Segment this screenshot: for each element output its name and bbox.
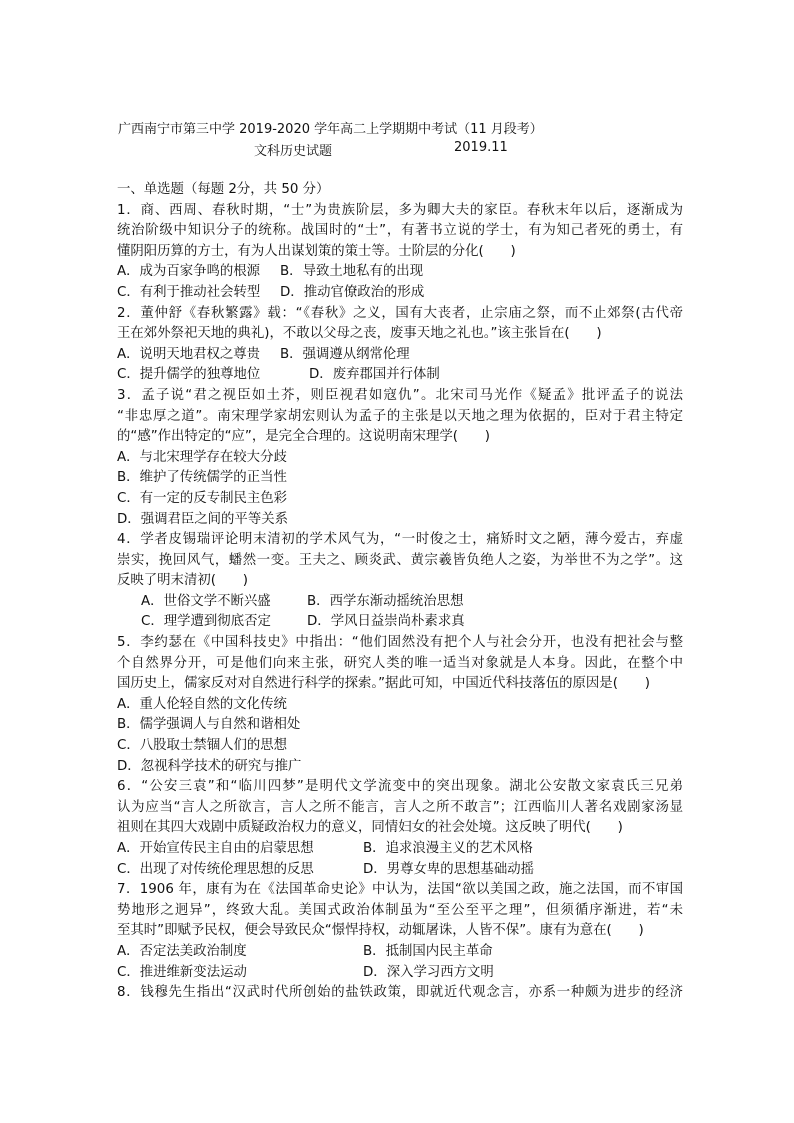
option-b: B．维护了传统儒学的正当性 [117,470,287,486]
option-row [117,963,683,984]
option-row [117,262,683,283]
question-text-line: 2．董仲舒《春秋繁露》载：“《春秋》之义，国有大丧者，止宗庙之祭，而不止郊祭(古代帝 [117,305,683,321]
option-d: D．推动官僚政治的形成 [280,284,425,300]
option-a: A．否定法美政治制度 [117,943,247,959]
option-c: C．理学遭到彻底否定 [141,614,271,630]
question-text-line: 至其时”即赋予民权，便会导致民众“憬悍持权，动辄屠诛，人皆不保”。康有为意在( ) [117,923,644,939]
question-2 [117,304,683,386]
question-text-line: 认为应当“言人之所欲言，言人之所不能言，言人之所不敢言”；江西临川人著名戏剧家汤显 [117,799,683,815]
option-row [117,860,683,881]
question-text-line: 5．李约瑟在《中国科技史》中指出：“他们固然没有把个人与社会分开，也没有把社会与整 [117,635,683,651]
option-row [117,839,683,860]
option-a: A．成为百家争鸣的根源 [117,264,261,280]
option-c: C．提升儒学的独尊地位 [117,367,261,383]
question-text-line: 懂阴阳历算的方士，有为人出谋划策的策士等。士阶层的分化( ) [117,243,516,259]
question-text-line: 王在郊外祭祀天地的典礼)，不敢以父母之丧，废事天地之礼也。”该主张旨在( ) [117,326,602,342]
question-text-line: 统治阶级中知识分子的统称。战国时的“士”，有著书立说的学士，有为知己者死的勇士，有 [117,223,683,239]
option-c: C．推进维新变法运动 [117,964,247,980]
question-5 [117,633,683,777]
question-text-line: 祖则在其四大戏剧中质疑政治权力的意义，同情妇女的社会处境。这反映了明代( ) [117,820,623,836]
question-text-line: “非忠厚之道”。南宋理学家胡宏则认为孟子的主张是以天地之理为依据的，臣对于君主特定 [117,408,683,424]
exam-subtitle: 文科历史试题 [254,144,333,159]
question-text-line: 7．1906 年，康有为在《法国革命史论》中认为，法国“欲以美国之政，施之法国，而不审国 [117,882,683,898]
option-a: A．开始宣传民主自由的启蒙思想 [117,841,314,856]
option-b: B．强调遵从纲常伦理 [280,346,410,362]
question-text-line: 4．学者皮锡瑞评论明末清初的学术风气为，“一时俊之士，痛矫时文之陋，薄今爱古，弃虚 [117,532,683,548]
option-b: B．导致土地私有的出现 [280,264,424,280]
option-b: B．西学东渐动摇统治思想 [307,593,464,609]
option-row [117,612,683,633]
question-text-line: 个自然界分开，可是他们向来主张，研究人类的唯一适当对象就是人本身。因此，在整个中 [117,655,683,671]
option-row [117,592,683,613]
option-d: D．强调君臣之间的平等关系 [117,511,288,527]
question-text-line: 势地形之迥异”，终致大乱。美国式政治体制虽为“至公至平之理”，但须循序渐进，若“未 [117,902,683,918]
question-text-line: 8．钱穆先生指出“汉武时代所创始的盐铁政策，即就近代观念言，亦系一种颇为进步的经济 [117,985,683,1001]
question-text-line: 的“感”作出特定的“应”，是完全合理的。这说明南宋理学( ) [117,429,490,445]
option-a: A．重人伦轻自然的文化传统 [117,696,287,712]
exam-subtitle-row [254,140,508,159]
option-d: D．男尊女卑的思想基础动摇 [363,861,534,877]
option-row [117,365,683,386]
question-3 [117,386,683,530]
option-c: C．有利于推动社会转型 [117,284,261,300]
option-row [117,345,683,366]
question-text-line: 反映了明末清初( ) [117,573,248,589]
exam-date: 2019.11 [454,140,508,155]
option-row [117,283,683,304]
option-a: A．说明天地君权之尊贵 [117,346,261,362]
option-d: D．深入学习西方文明 [363,964,494,980]
question-text-line: 1．商、西周、春秋时期，“士”为贵族阶层，多为卿大夫的家臣。春秋末年以后，逐渐成为 [117,202,683,218]
question-text-line: 6．“公安三袁”和“临川四梦”是明代文学流变中的突出现象。湖北公安散文家袁氏三兄弟 [117,779,683,795]
exam-content [117,180,683,1004]
option-d: D．学风日益崇尚朴素求真 [307,614,465,630]
question-text-line: 3．孟子说“君之视臣如土芥，则臣视君如寇仇”。北宋司马光作《疑孟》批评孟子的说法 [117,387,683,403]
option-row [117,942,683,963]
option-c: C．有一定的反专制民主色彩 [117,490,288,506]
option-b: B．追求浪漫主义的艺术风格 [363,841,533,856]
question-6 [117,777,683,880]
question-1 [117,201,683,304]
section-heading: 一、单选题（每题 2分，共 50 分） [117,182,330,197]
option-c: C．出现了对传统伦理思想的反思 [117,861,314,877]
option-a: A．与北宋理学存在较大分歧 [117,449,287,465]
option-d: D．忽视科学技术的研究与推广 [117,758,302,774]
option-b: B．儒学强调人与自然和谐相处 [117,717,301,733]
question-text-line: 崇实，挽回风气，蟠然一变。王夫之、顾炎武、黄宗羲皆负绝人之姿，为举世不为之学”。这 [117,552,683,568]
question-7 [117,880,683,983]
option-d: D．废弃郡国并行体制 [309,367,440,383]
option-b: B．抵制国内民主革命 [363,943,493,959]
option-c: C．八股取士禁锢人们的思想 [117,738,288,754]
option-a: A．世俗文学不断兴盛 [141,593,271,609]
question-8 [117,983,683,1004]
question-text-line: 国历史上，儒家反对对自然进行科学的探索。”据此可知，中国近代科技落伍的原因是( ) [117,676,650,692]
exam-title: 广西南宁市第三中学 2019-2020 学年高二上学期期中考试（11 月段考） [118,122,543,137]
question-4 [117,530,683,633]
